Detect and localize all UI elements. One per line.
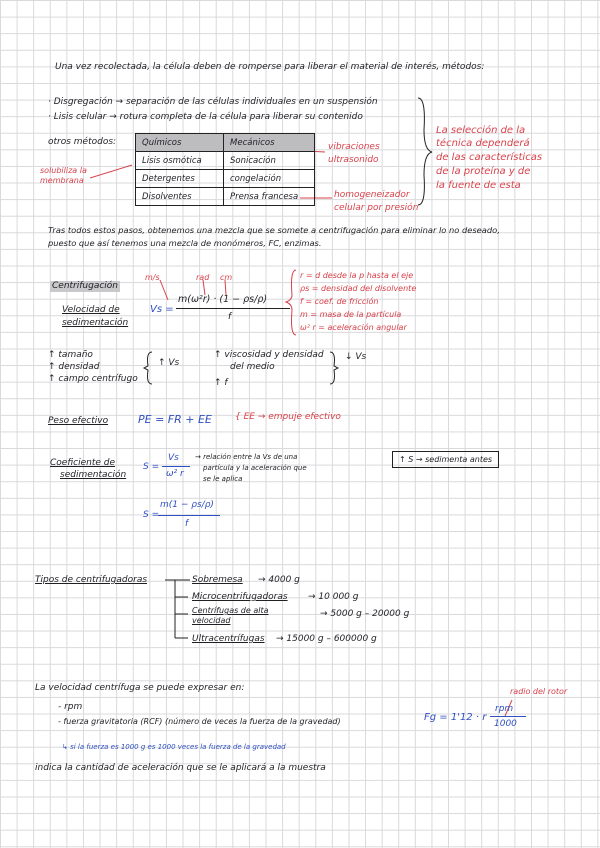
table-cell: Detergentes <box>136 170 224 188</box>
fg-denominator: 1000 <box>494 719 517 729</box>
factor-densidad: ↑ densidad <box>48 362 100 372</box>
factor-campo: ↑ campo centrífugo <box>48 374 138 384</box>
tipo-name: Microcentrifugadoras <box>192 592 288 602</box>
coef-label-line2: sedimentación <box>60 470 127 480</box>
s2-label: S = <box>143 510 160 520</box>
vibraciones-line2: ultrasonido <box>328 155 379 165</box>
tipos-label: Tipos de centrifugadoras <box>35 575 148 585</box>
fg-fraction-bar <box>490 716 526 717</box>
solubiliza-line2: membrana <box>40 176 84 185</box>
fraction-bar <box>176 308 290 309</box>
fg-numerator: rpm <box>495 704 514 714</box>
tipo-name: Sobremesa <box>192 575 243 585</box>
rpm-item: - rpm <box>58 702 83 712</box>
rcf-item: - fuerza gravitatoria (RCF) (número de veces la fuerza de la gravedad) <box>58 717 341 726</box>
final-text: indica la cantidad de aceleración que se le aplicará a la muestra <box>35 763 326 773</box>
s-fraction-bar <box>162 466 190 467</box>
tipo-name: Centrífugas de alta velocidad <box>192 606 269 625</box>
intro-text: Una vez recolectada, la célula deben de romperse para liberar el material de interés, métodos: <box>55 62 485 72</box>
coef-box: ↑ S → sedimenta antes <box>392 451 499 468</box>
solubiliza-line1: solubiliza la <box>40 166 87 175</box>
variable-2: ρs = densidad del disolvente <box>300 284 417 293</box>
variable-4: m = masa de la partícula <box>300 310 402 319</box>
table-header-quimicos: Químicos <box>136 134 224 152</box>
variable-3: f = coef. de fricción <box>300 297 379 306</box>
seleccion-line1: La selección de la <box>436 125 526 136</box>
variable-5: ω² r = aceleración angular <box>300 323 407 332</box>
factor-vs-down: ↓ Vs <box>345 352 367 362</box>
tipo-value: → 4000 g <box>258 575 300 585</box>
homogeneizador-line1: homogeneizador <box>334 190 410 200</box>
seleccion-line4: de la proteína y de <box>436 166 531 177</box>
empuje-text: { EE → empuje efectivo <box>235 412 341 422</box>
velocidad-label-line1: Velocidad de <box>62 305 120 315</box>
s-denominator: ω² r <box>166 469 184 479</box>
s2-denominator: f <box>185 519 189 529</box>
unit-cm: cm <box>220 273 233 282</box>
unit-rad: rad <box>196 273 210 282</box>
disgregacion-text: · Disgregación → separación de las células individuales en un suspensión <box>48 97 378 107</box>
peso-formula: PE = FR + EE <box>138 413 212 426</box>
rcf-example: ↳ si la fuerza es 1000 g es 1000 veces la fuerza de la gravedad <box>62 743 286 751</box>
coef-desc-line1: → relación entre la Vs de una <box>195 453 298 461</box>
s2-numerator: m(1 − ρs/ρ) <box>160 500 214 510</box>
factor-f: ↑ f <box>214 378 228 388</box>
paso-text-line1: Tras todos estos pasos, obtenemos una mezcla que se somete a centrifugación para eliminar lo no deseado, <box>48 225 500 235</box>
tipo-value: → 15000 g – 600000 g <box>276 634 377 644</box>
table-cell: congelación <box>224 170 315 188</box>
coef-desc-line3: se le aplica <box>203 475 243 483</box>
table-cell: Disolventes <box>136 188 224 206</box>
radio-label: radio del rotor <box>510 687 568 696</box>
s-numerator: Vs <box>168 453 179 463</box>
table-cell: Prensa francesa <box>224 188 315 206</box>
lisis-text: · Lisis celular → rotura completa de la célula para liberar su contenido <box>48 112 363 122</box>
tipo-value: → 5000 g – 20000 g <box>320 609 410 619</box>
peso-label: Peso efectivo <box>48 416 109 426</box>
fg-formula: Fg = 1'12 · r <box>424 712 487 723</box>
seleccion-line3: de las características <box>436 152 543 163</box>
velocidad-label-line2: sedimentación <box>62 318 129 328</box>
s2-fraction-bar <box>158 515 220 516</box>
variable-1: r = d desde la p hasta el eje <box>300 271 414 280</box>
s-label: S = <box>143 462 160 472</box>
unit-ms: m/s <box>145 273 160 282</box>
factor-vs-up: ↑ Vs <box>158 358 180 368</box>
factor-medio: del medio <box>230 362 275 372</box>
vs-numerator: m(ω²r) · (1 − ρs/ρ) <box>178 294 268 305</box>
factor-viscosidad: ↑ viscosidad y densidad <box>214 350 324 360</box>
vs-denominator: f <box>228 312 232 322</box>
table-cell: Lisis osmótica <box>136 152 224 170</box>
coef-label-line1: Coeficiente de <box>50 458 116 468</box>
factor-tamano: ↑ tamaño <box>48 350 93 360</box>
table-header-mecanicos: Mecánicos <box>224 134 315 152</box>
seleccion-line2: técnica dependerá <box>436 138 530 149</box>
metodos-label: otros métodos: <box>48 137 117 147</box>
vel-title: La velocidad centrífuga se puede expresar en: <box>35 683 245 693</box>
homogeneizador-line2: celular por presión <box>334 203 419 213</box>
coef-desc-line2: partícula y la aceleración que <box>203 464 307 472</box>
vs-label: Vs = <box>150 304 174 315</box>
vibraciones-line1: vibraciones <box>328 142 380 152</box>
tipo-name: Ultracentrífugas <box>192 634 265 644</box>
centrifugacion-heading: Centrifugación <box>52 281 119 291</box>
paso-text-line2: puesto que así tenemos una mezcla de monómeros, FC, enzimas. <box>48 238 322 248</box>
methods-table <box>135 133 315 206</box>
tipo-value: → 10 000 g <box>308 592 359 602</box>
seleccion-line5: la fuente de esta <box>436 180 521 191</box>
table-cell: Sonicación <box>224 152 315 170</box>
